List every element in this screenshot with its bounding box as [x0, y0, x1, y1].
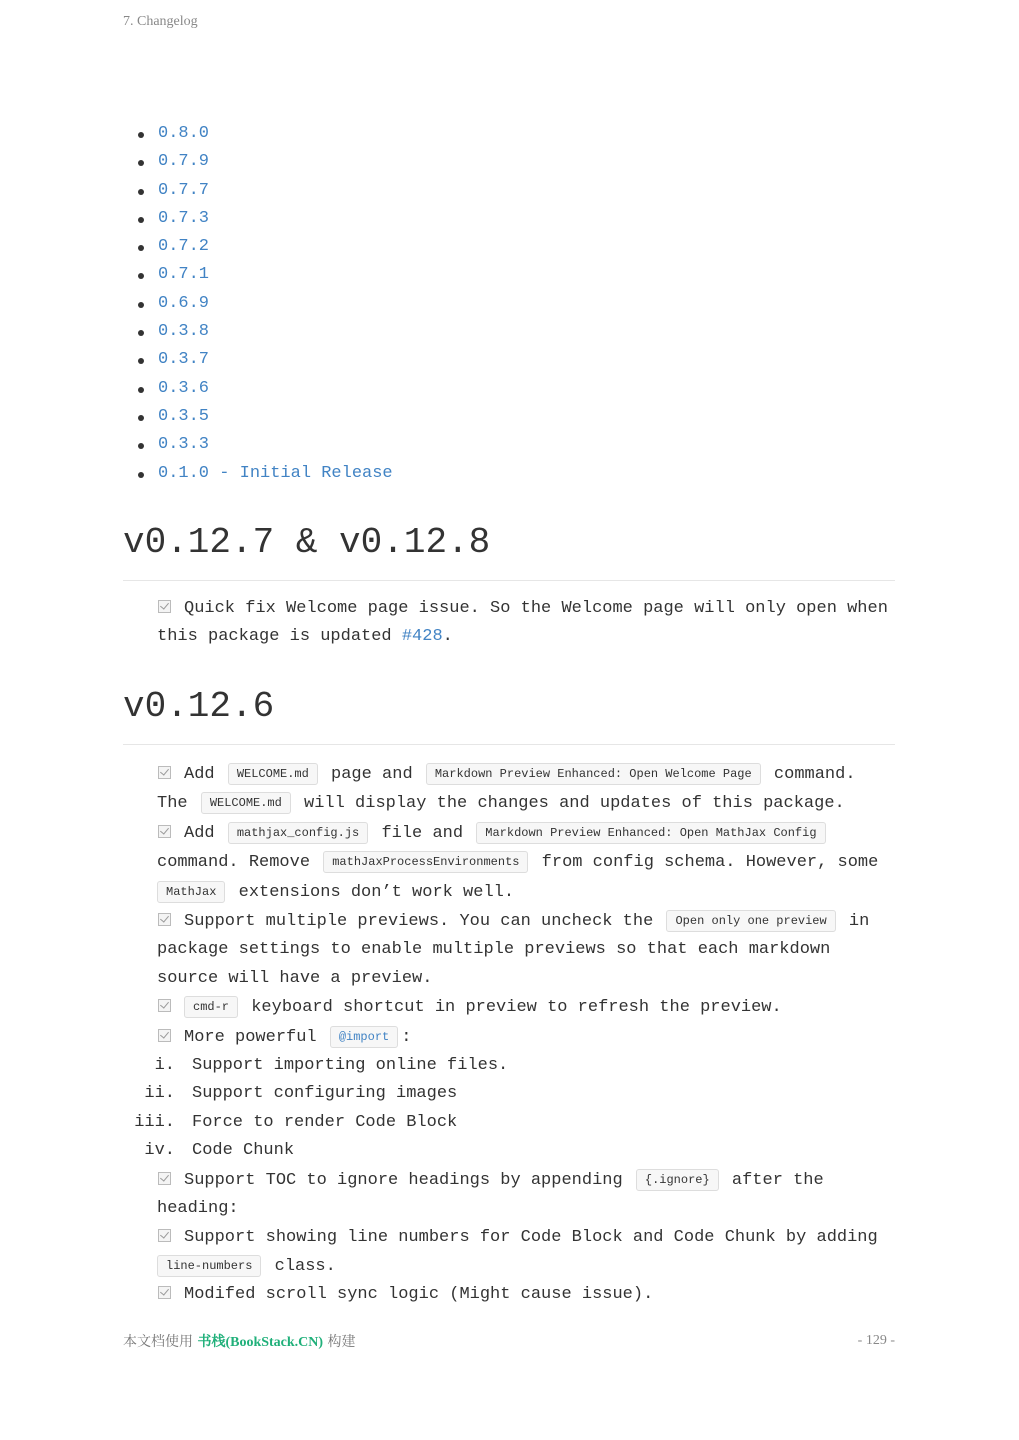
list-number: ii.: [144, 1084, 175, 1104]
inline-code: line-numbers: [157, 1255, 261, 1277]
inline-code: WELCOME.md: [228, 763, 318, 785]
import-features-list: [134, 1052, 895, 1166]
task-text: page and: [331, 765, 413, 784]
checkbox-icon[interactable]: [158, 913, 171, 926]
toc-link-0-7-3[interactable]: 0.7.3: [158, 208, 210, 228]
inline-code: mathjax_config.js: [228, 822, 368, 844]
task-text-end: .: [442, 627, 453, 647]
toc-item: [123, 318, 895, 346]
checkbox-icon[interactable]: [158, 766, 171, 779]
task-text: file and: [381, 823, 464, 843]
toc-item: [123, 290, 895, 318]
task-text: extensions don’t work well.: [238, 882, 515, 902]
toc-item: [123, 233, 895, 261]
task-text: keyboard shortcut in preview to refresh the preview.: [251, 998, 782, 1018]
list-item: [144, 1137, 895, 1165]
checkbox-icon[interactable]: [158, 1286, 171, 1299]
inline-code: WELCOME.md: [201, 792, 291, 814]
inline-code: Markdown Preview Enhanced: Open MathJax Config: [476, 822, 825, 844]
list-item: [144, 1080, 895, 1108]
task-text: Modifed scroll sync logic (Might cause issue).: [184, 1285, 654, 1305]
task-item: [157, 595, 895, 652]
inline-code: MathJax: [157, 881, 225, 903]
list-text: Force to render Code Block: [192, 1112, 458, 1132]
inline-code: Open only one preview: [666, 910, 835, 932]
toc-link-0-3-7[interactable]: 0.3.7: [158, 350, 210, 370]
toc-item: [123, 431, 895, 459]
task-text: More powerful: [184, 1027, 317, 1047]
footer-prefix: 本文档使用: [123, 1334, 193, 1350]
task-text: :: [401, 1027, 412, 1047]
toc-link-0-3-6[interactable]: 0.3.6: [158, 378, 210, 398]
bookstack-link[interactable]: 书栈(BookStack.CN): [197, 1335, 324, 1350]
task-text: Add: [184, 765, 215, 784]
task-text: will display the changes and updates of this package.: [304, 794, 845, 814]
toc-link-0-3-3[interactable]: 0.3.3: [158, 435, 210, 455]
task-text: after the heading:: [157, 1170, 824, 1219]
list-item: [154, 1052, 895, 1080]
footer-credit: [123, 1331, 356, 1351]
section-heading-v0-12-6: v0.12.6: [123, 684, 895, 745]
toc-item: [123, 346, 895, 374]
inline-code: {.ignore}: [636, 1169, 719, 1191]
list-number: iv.: [144, 1141, 175, 1161]
list-text: Support importing online files.: [192, 1056, 509, 1076]
toc-item: [123, 375, 895, 403]
task-text: Support TOC to ignore headings by appending: [184, 1170, 623, 1190]
task-item: [157, 1281, 895, 1309]
task-text: Quick fix Welcome page issue. So the Welcome page will only open when this package is updated: [157, 599, 888, 647]
task-text: in package settings to enable multiple previews so that each markdown source will have a preview.: [157, 912, 870, 988]
list-text: Support configuring images: [192, 1084, 458, 1104]
list-number: i.: [154, 1056, 175, 1076]
checkbox-icon[interactable]: [158, 1029, 171, 1042]
inline-code: mathJaxProcessEnvironments: [323, 851, 528, 873]
footer-suffix: 构建: [327, 1334, 356, 1350]
running-title: 7. Changelog: [123, 14, 198, 29]
task-text: command. The: [157, 765, 856, 814]
list-text: Code Chunk: [192, 1141, 295, 1161]
task-text: command. Remove: [157, 853, 311, 873]
task-item: [157, 1166, 895, 1224]
task-text: from config schema. However, some: [541, 853, 879, 873]
checkbox-icon[interactable]: [158, 1229, 171, 1242]
list-item: [134, 1109, 895, 1137]
page-number: - 129 -: [857, 1333, 895, 1348]
task-text: Support showing line numbers for Code Block and Code Chunk by adding: [184, 1227, 878, 1247]
toc-item: [123, 148, 895, 176]
toc-link-0-3-8[interactable]: 0.3.8: [158, 322, 210, 342]
issue-link-428[interactable]: #428: [401, 627, 443, 647]
task-item: [157, 907, 895, 993]
section-v0-12-6-tasks: [134, 760, 895, 1310]
section-heading-v0-12-7: v0.12.7 & v0.12.8: [123, 520, 895, 581]
inline-code: Markdown Preview Enhanced: Open Welcome Page: [426, 763, 761, 785]
version-toc-list: [123, 120, 895, 488]
task-item: [157, 760, 895, 819]
task-item: [157, 993, 895, 1022]
toc-link-0-8-0[interactable]: 0.8.0: [158, 124, 210, 143]
toc-link-0-7-2[interactable]: 0.7.2: [158, 237, 210, 257]
checkbox-icon[interactable]: [158, 999, 171, 1012]
list-number: iii.: [134, 1112, 175, 1132]
task-text: class.: [274, 1256, 336, 1276]
task-item: [157, 1224, 895, 1282]
toc-item: [123, 261, 895, 289]
toc-item: [123, 120, 895, 148]
task-item: [157, 819, 895, 907]
toc-link-0-6-9[interactable]: 0.6.9: [158, 293, 210, 313]
checkbox-icon[interactable]: [158, 600, 171, 613]
checkbox-icon[interactable]: [158, 825, 171, 838]
inline-code-link[interactable]: @import: [330, 1026, 398, 1048]
inline-code: cmd-r: [184, 996, 238, 1018]
toc-item: [123, 403, 895, 431]
toc-link-0-7-1[interactable]: 0.7.1: [158, 265, 210, 285]
toc-item: [123, 460, 895, 488]
toc-link-0-3-5[interactable]: 0.3.5: [158, 406, 210, 426]
toc-item: [123, 205, 895, 233]
task-item: [157, 1023, 895, 1052]
toc-item: [123, 177, 895, 205]
toc-link-0-7-7[interactable]: 0.7.7: [158, 180, 210, 200]
section-v0-12-7-tasks: [157, 595, 895, 652]
toc-link-0-1-0[interactable]: 0.1.0 - Initial Release: [158, 463, 393, 483]
task-text: Support multiple previews. You can uncheck the: [184, 912, 654, 932]
checkbox-icon[interactable]: [158, 1172, 171, 1185]
toc-link-0-7-9[interactable]: 0.7.9: [158, 152, 210, 172]
task-text: Add: [184, 823, 215, 843]
